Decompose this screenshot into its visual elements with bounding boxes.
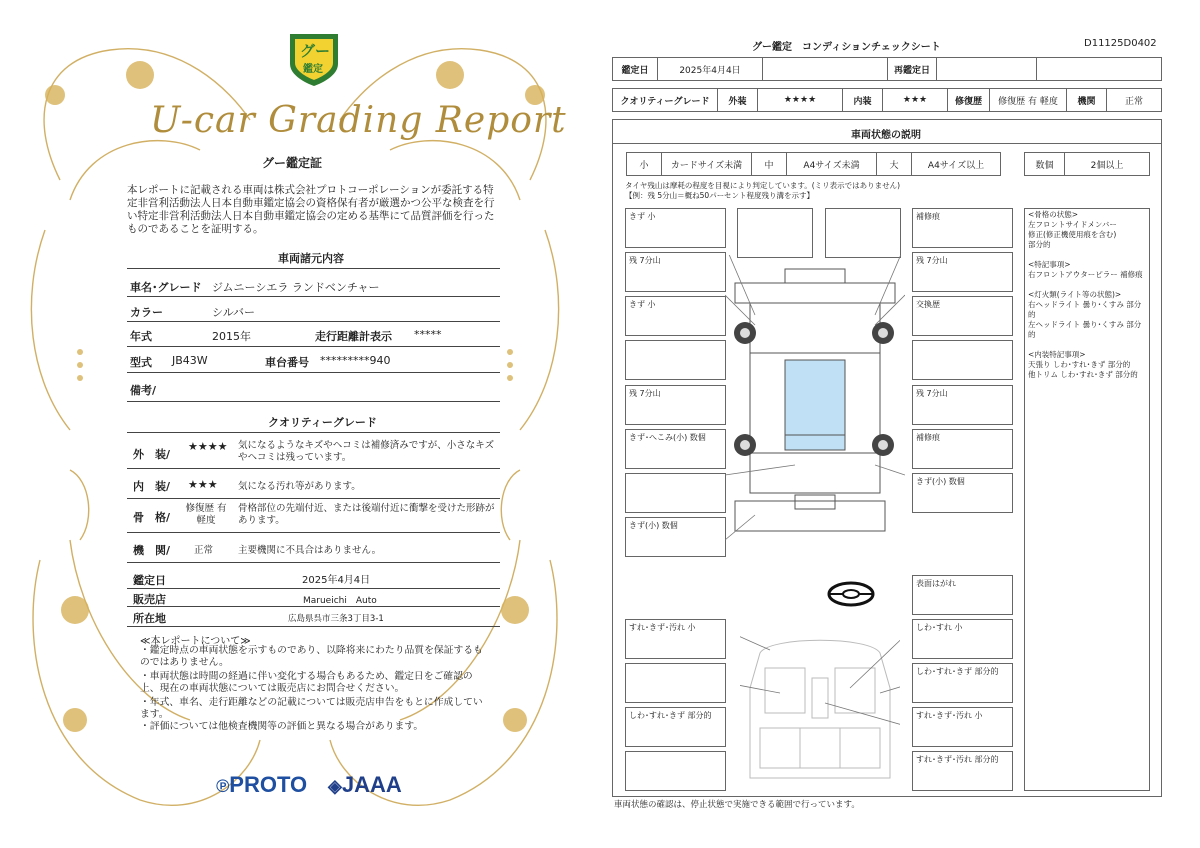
chassis-label: 車台番号: [265, 356, 309, 369]
damage-box: 補修痕: [912, 208, 1013, 248]
damage-box: きず(小) 数個: [625, 517, 726, 557]
redate-label: 再鑑定日: [887, 57, 937, 81]
tire-note-example: 【例：残 5分山＝概ね50パーセント程度残り溝を示す】: [625, 191, 815, 200]
size-mid-desc: A4サイズ未満: [786, 152, 877, 176]
quality-title: クオリティーグレード: [268, 416, 377, 429]
badge-top-text: グー: [300, 42, 331, 60]
note-line: <内装特記事項>: [1028, 350, 1086, 359]
damage-box: [912, 340, 1013, 380]
damage-box: 補修痕: [912, 429, 1013, 469]
date-value: 2025年4月4日: [302, 575, 371, 586]
damage-box: きず 小: [625, 208, 726, 248]
damage-box: [625, 340, 726, 380]
year-label: 年式: [130, 330, 152, 343]
note-line: 修正(修正機使用痕を含む): [1028, 230, 1117, 239]
size-small-desc: カードサイズ未満: [661, 152, 752, 176]
damage-box: [737, 208, 813, 258]
engine-value: 正常: [1106, 88, 1162, 112]
note-line: [1028, 340, 1148, 350]
divider: [127, 606, 500, 607]
condition-check-sheet: [600, 0, 1200, 848]
interior-label: 内装: [842, 88, 883, 112]
interior-desc: 気になる汚れ等があります。: [238, 481, 361, 492]
dealer-label: 販売店: [133, 593, 166, 606]
proto-logo: [216, 772, 307, 798]
specs-title: 車両諸元内容: [278, 252, 344, 265]
note-item: ・車両状態は時間の経過に伴い変化する場合もあるため、鑑定日をご確認の上、現在の車両状態については販売店にお問合せください。: [140, 671, 473, 694]
notes-title: ≪本レポートについて≫: [140, 636, 251, 647]
count-desc: 2個以上: [1064, 152, 1150, 176]
jaaa-logo: [328, 772, 402, 798]
blank-cell: [1036, 57, 1162, 81]
exterior-stars: ★★★★: [757, 88, 843, 112]
interior-box: 表面はがれ: [912, 575, 1013, 615]
quality-grade-label: クオリティーグレード: [612, 88, 718, 112]
damage-box: [825, 208, 901, 258]
size-mid-label: 中: [751, 152, 787, 176]
size-small-label: 小: [626, 152, 662, 176]
badge-bottom-text: 鑑定: [303, 64, 323, 75]
note-item: ・鑑定時点の車両状態を示すものであり、以降将来にわたり品質を保証するものではありません。: [140, 645, 483, 668]
size-large-desc: A4サイズ以上: [911, 152, 1001, 176]
damage-box: 残 7分山: [625, 252, 726, 292]
damage-box: 残 7分山: [912, 252, 1013, 292]
date-value: 2025年4月4日: [657, 57, 763, 81]
divider: [127, 321, 500, 322]
interior-stars: ★★★: [188, 478, 218, 491]
notes-list: [1028, 210, 1148, 380]
divider: [127, 268, 500, 269]
divider: [127, 468, 500, 469]
damage-box: [625, 473, 726, 513]
frame-desc: 骨格部位の先端付近、または後端付近に衝撃を受けた形跡があります。: [238, 503, 495, 526]
damage-box: きず 小: [625, 296, 726, 336]
remarks-label: 備考/: [130, 384, 157, 397]
car-interior-diagram: [740, 628, 900, 788]
note-line: 左ヘッドライト 曇り･くすみ 部分的: [1028, 320, 1142, 339]
car-name-value: ジムニーシエラ ランドベンチャー: [212, 281, 380, 294]
jaaa-logo-text: JAAA: [341, 772, 402, 797]
mileage-value: *****: [414, 328, 442, 341]
year-value: 2015年: [212, 330, 251, 343]
exterior-stars: ★★★★: [188, 440, 228, 453]
note-line: 右フロントアウターピラー 補修痕: [1028, 270, 1143, 279]
proto-mark-icon: ℗: [216, 776, 230, 796]
engine-label: 機 関/: [133, 544, 171, 557]
doc-id: D11125D0402: [1084, 38, 1157, 49]
date-label: 鑑定日: [133, 574, 166, 587]
frame-label: 骨 格/: [133, 511, 171, 524]
repair-label: 修復歴: [947, 88, 990, 112]
damage-box: きず(小) 数個: [912, 473, 1013, 513]
count-label: 数個: [1024, 152, 1065, 176]
sheet-title: グー鑑定 コンディションチェックシート: [752, 42, 941, 53]
note-line: <灯火類(ライト等の状態)>: [1028, 290, 1122, 299]
note-line: <骨格の状態>: [1028, 210, 1079, 219]
steering-wheel-icon: [826, 580, 876, 610]
goo-kantei-badge: [286, 28, 342, 88]
engine-desc: 主要機関に不具合はありません。: [238, 545, 382, 556]
model-label: 型式: [130, 356, 152, 369]
exterior-desc: 気になるようなキズやヘコミは補修済みですが、小さなキズやヘコミは残っています。: [238, 440, 495, 463]
interior-box: すれ･きず･汚れ 小: [625, 619, 726, 659]
interior-box: [625, 751, 726, 791]
note-line: [1028, 250, 1148, 260]
note-line: 右ヘッドライト 曇り･くすみ 部分的: [1028, 300, 1142, 319]
divider: [127, 532, 500, 533]
exterior-label: 外 装/: [133, 448, 171, 461]
damage-box: 残 7分山: [625, 385, 726, 425]
jaaa-mark-icon: ◈: [328, 776, 342, 796]
engine-label: 機関: [1066, 88, 1107, 112]
chassis-value: *********940: [320, 354, 391, 367]
grading-certificate: [0, 0, 590, 848]
divider: [127, 498, 500, 499]
address-label: 所在地: [133, 612, 166, 625]
cert-body: 本レポートに記載される車両は株式会社プロトコーポレーションが委託する特定非営利活動法人日本自動車鑑定協会の資格保有者が厳選かつ公平な検査を行い特定非営利活動法人日本自動車鑑定協会の定める基準にて品質評価を行ったものであることを証明する。: [127, 184, 495, 235]
interior-box: [625, 663, 726, 703]
mileage-label: 走行距離計表示: [315, 330, 392, 343]
interior-box: しわ･すれ･きず 部分的: [912, 663, 1013, 703]
divider: [127, 346, 500, 347]
note-item: ・評価については他検査機関等の評価と異なる場合があります。: [140, 721, 424, 732]
damage-box: きず･へこみ(小) 数個: [625, 429, 726, 469]
note-line: 左フロントサイドメンバー: [1028, 220, 1117, 229]
divider: [127, 296, 500, 297]
divider: [127, 372, 500, 373]
dealer-value: Marueichi Auto: [303, 596, 377, 606]
cert-title: グー鑑定証: [262, 156, 323, 170]
redate-value: [936, 57, 1037, 81]
exterior-label: 外装: [717, 88, 758, 112]
divider: [127, 562, 500, 563]
interior-box: しわ･すれ･きず 部分的: [625, 707, 726, 747]
date-label: 鑑定日: [612, 57, 658, 81]
divider: [127, 432, 500, 433]
blank-cell: [762, 57, 888, 81]
color-label: カラー: [130, 306, 163, 319]
note-line: <特記事項>: [1028, 260, 1071, 269]
note-line: 天張り しわ･すれ･きず 部分的: [1028, 360, 1131, 369]
footer-note: 車両状態の確認は、停止状態で実施できる範囲で行っています。: [614, 800, 860, 810]
car-name-label: 車名･グレード: [130, 281, 202, 294]
divider: [127, 588, 500, 589]
size-large-label: 大: [876, 152, 912, 176]
model-value: JB43W: [172, 354, 208, 367]
damage-box: 交換歴: [912, 296, 1013, 336]
divider: [127, 626, 500, 627]
car-exterior-diagram: [725, 255, 905, 545]
note-line: [1028, 280, 1148, 290]
engine-value: 正常: [194, 545, 214, 556]
script-title: U-car Grading Report: [150, 100, 567, 141]
interior-box: すれ･きず･汚れ 小: [912, 707, 1013, 747]
interior-box: しわ･すれ 小: [912, 619, 1013, 659]
proto-logo-text: PROTO: [229, 772, 308, 797]
tire-note: タイヤ残山は摩耗の程度を目視により判定しています。(ミリ表示ではありません): [625, 181, 901, 190]
interior-label: 内 装/: [133, 480, 171, 493]
note-item: ・年式、車名、走行距離などの記載については販売店申告をもとに作成しています。: [140, 697, 483, 720]
interior-stars: ★★★: [882, 88, 948, 112]
frame-value: 修復歴 有 軽度: [185, 503, 227, 526]
damage-box: 残 7分山: [912, 385, 1013, 425]
address-value: 広島県呉市三条3丁目3-1: [288, 614, 384, 624]
note-line: 他トリム しわ･すれ･きず 部分的: [1028, 370, 1138, 379]
color-value: シルバー: [212, 306, 255, 319]
interior-box: すれ･きず･汚れ 部分的: [912, 751, 1013, 791]
note-line: 部分的: [1028, 240, 1051, 249]
section-title: 車両状態の説明: [851, 130, 921, 141]
repair-value: 修復歴 有 軽度: [989, 88, 1067, 112]
divider: [127, 401, 500, 402]
